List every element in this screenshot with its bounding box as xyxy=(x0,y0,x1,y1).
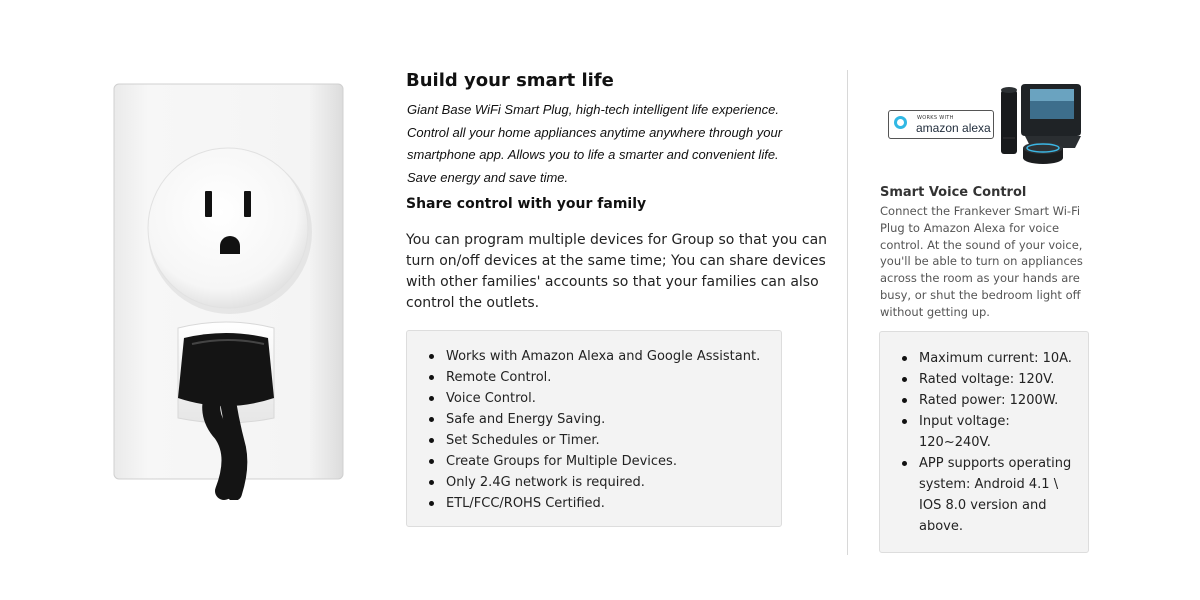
list-item xyxy=(427,430,760,451)
voice-line: across the room as your hands are xyxy=(880,271,1080,286)
specs-list xyxy=(900,348,1080,537)
bullet-icon xyxy=(902,461,907,466)
bullet-icon xyxy=(902,398,907,403)
bullet-icon xyxy=(429,459,434,464)
intro-line: Save energy and save time. xyxy=(407,169,569,185)
spec-line: system: Android 4.1 \ xyxy=(919,477,1059,492)
feature-text: Safe and Energy Saving. xyxy=(446,412,606,427)
intro-line: Giant Base WiFi Smart Plug, high-tech intelligent life experience. xyxy=(407,102,780,117)
feature-text: ETL/FCC/ROHS Certified. xyxy=(446,496,605,511)
list-item xyxy=(900,348,1080,369)
share-line: control the outlets. xyxy=(406,295,540,311)
alexa-ring-icon xyxy=(894,116,907,129)
list-item xyxy=(900,411,1080,453)
voice-line: without getting up. xyxy=(880,304,990,319)
page-title: Build your smart life xyxy=(406,70,614,91)
bullet-icon xyxy=(429,417,434,422)
list-item xyxy=(427,346,760,367)
bullet-icon xyxy=(429,354,434,359)
bullet-icon xyxy=(429,396,434,401)
share-heading: Share control with your family xyxy=(406,196,647,212)
list-item xyxy=(900,369,1080,390)
voice-line: Connect the Frankever Smart Wi-Fi xyxy=(880,204,1081,218)
spec-line: Maximum current: 10A. xyxy=(919,351,1072,366)
bullet-icon xyxy=(429,501,434,506)
share-paragraph xyxy=(406,230,828,314)
intro-paragraph xyxy=(407,99,807,189)
intro-line: Control all your home appliances anytime anywhere through your xyxy=(407,124,783,140)
bullet-icon xyxy=(429,375,434,380)
feature-text: Create Groups for Multiple Devices. xyxy=(446,454,677,469)
spec-line: Rated power: 1200W. xyxy=(919,393,1059,408)
share-line: with other families' accounts so that your families can also xyxy=(406,274,819,290)
list-item xyxy=(427,451,760,472)
works-with-alexa-badge xyxy=(888,110,994,139)
bullet-icon xyxy=(902,356,907,361)
specs-box xyxy=(879,331,1089,553)
spec-line: Input voltage: xyxy=(919,414,1010,429)
features-list xyxy=(427,346,760,514)
feature-text: Works with Amazon Alexa and Google Assistant. xyxy=(446,349,761,364)
feature-text: Set Schedules or Timer. xyxy=(446,433,600,448)
voice-control-heading: Smart Voice Control xyxy=(880,185,1027,200)
list-item xyxy=(427,493,760,514)
spec-line: 120~240V. xyxy=(919,435,991,450)
alexa-devices-image xyxy=(885,78,1085,170)
voice-line: control. At the sound of your voice, xyxy=(880,237,1083,252)
feature-text: Remote Control. xyxy=(446,370,552,385)
list-item xyxy=(427,409,760,430)
spec-line: above. xyxy=(919,519,963,534)
voice-line: busy, or shut the bedroom light off xyxy=(880,287,1081,302)
bullet-icon xyxy=(429,438,434,443)
badge-small-text: WORKS WITH xyxy=(917,115,954,121)
column-divider xyxy=(847,70,848,555)
list-item xyxy=(427,388,760,409)
bullet-icon xyxy=(429,480,434,485)
bullet-icon xyxy=(902,377,907,382)
intro-line: smartphone app. Allows you to life a smarter and convenient life. xyxy=(407,147,779,162)
voice-line: you'll be able to turn on appliances xyxy=(880,254,1083,269)
share-line: You can program multiple devices for Group so that you can xyxy=(406,232,828,248)
voice-line: Plug to Amazon Alexa for voice xyxy=(880,220,1060,235)
spec-line: IOS 8.0 version and xyxy=(919,498,1047,513)
list-item xyxy=(900,390,1080,411)
list-item xyxy=(427,367,760,388)
spec-line: Rated voltage: 120V. xyxy=(919,372,1055,387)
spec-line: APP supports operating xyxy=(919,456,1072,471)
voice-control-paragraph xyxy=(880,203,1090,321)
feature-text: Voice Control. xyxy=(446,391,536,406)
list-item xyxy=(900,453,1080,537)
feature-text: Only 2.4G network is required. xyxy=(446,475,645,490)
smart-plug-image xyxy=(100,70,360,500)
features-box xyxy=(406,330,782,527)
bullet-icon xyxy=(902,419,907,424)
share-line: turn on/off devices at the same time; You can share devices xyxy=(406,253,826,269)
list-item xyxy=(427,472,760,493)
badge-brand-text: amazon alexa xyxy=(916,121,991,135)
